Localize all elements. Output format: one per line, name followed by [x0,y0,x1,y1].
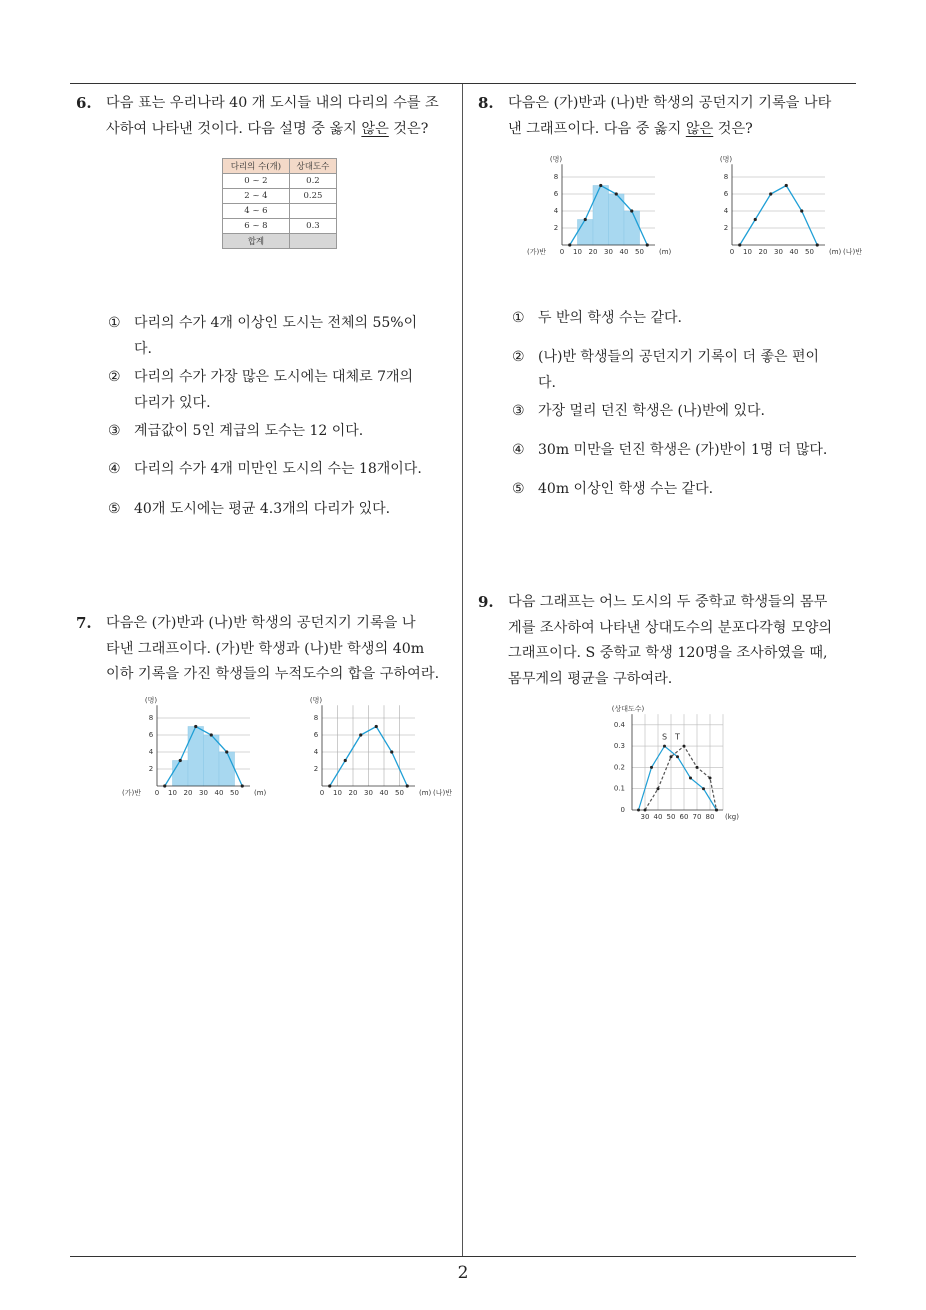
x-tick-label: 50 [395,789,404,797]
data-point [754,218,757,221]
x-tick-label: 10 [573,248,582,256]
data-point [785,184,788,187]
x-tick-label: 30 [604,248,613,256]
class-label: (가)반 [527,248,546,256]
y-tick-label: 4 [723,207,729,215]
choice-number: ① [512,310,525,326]
y-axis-label: (명) [309,696,323,705]
frequency-polygon [740,186,818,246]
x-tick-label: 40 [653,813,663,821]
choice-number: ④ [512,442,525,458]
table-header: 다리의 수(개) [223,159,290,174]
choice-1[interactable] [108,310,458,362]
data-point [800,209,803,212]
data-point [406,784,409,787]
y-tick-label: 6 [553,190,559,198]
choice-text: 40m 이상인 학생 수는 같다. [538,481,714,497]
x-tick-label: 30 [364,789,373,797]
table-row: 6 ~ 8 0.3 [223,219,337,234]
x-tick-label: 0 [319,789,325,797]
data-point [702,787,705,790]
data-point [637,809,640,812]
question-number: 9. [478,593,494,611]
choice-3[interactable] [108,418,458,444]
x-tick-label: 30 [199,789,208,797]
question-text: 다음 표는 우리나라 40 개 도시들 내의 다리의 수를 조 사하여 나타낸 것이다. 다음 설명 중 옳지 않은 것은? [106,95,439,137]
q8-na-class-chart [690,155,862,265]
data-point [709,777,712,780]
y-tick-label: 0 [620,806,625,814]
x-tick-label: 50 [805,248,814,256]
histogram-bar [219,752,235,786]
top-rule [70,83,856,84]
x-tick-label: 30 [640,813,650,821]
data-point [816,243,819,246]
data-point [344,759,347,762]
table-header: 상대도수 [289,159,336,174]
choice-4[interactable] [108,456,458,482]
class-label: (나)반 [843,248,862,256]
y-axis-label: (명) [144,696,158,705]
q8-ga-class-chart [520,155,680,265]
data-point [179,759,182,762]
y-tick-label: 6 [313,731,319,739]
data-point [225,750,228,753]
question-9 [478,590,863,695]
x-tick-label: 0 [154,789,160,797]
y-tick-label: 0.1 [613,784,625,793]
data-point [657,787,660,790]
q7-na-class-chart [280,696,452,806]
x-tick-label: 20 [183,789,193,797]
y-tick-label: 8 [723,173,729,181]
y-tick-label: 2 [313,765,319,773]
y-tick-label: 4 [553,207,559,215]
data-point [328,784,331,787]
histogram-bar [609,194,625,245]
y-tick-label: 4 [148,748,154,756]
x-tick-label: 20 [758,248,768,256]
table-row: 0 ~ 2 0.2 [223,174,337,189]
series-label: S [661,732,668,742]
x-tick-label: 20 [588,248,598,256]
y-axis-label: (상대도수) [611,705,645,714]
choice-text: 다리의 수가 4개 이상인 도시는 전체의 55%이 다. [134,315,418,357]
data-point [663,745,666,748]
choice-4[interactable] [512,437,862,463]
x-tick-label: 20 [348,789,358,797]
data-point [650,766,653,769]
x-tick-label: 10 [333,789,342,797]
y-tick-label: 6 [148,731,154,739]
question-text: 다음은 (가)반과 (나)반 학생의 공던지기 기록을 나타 낸 그래프이다. 다음 중 옳지 않은 것은? [508,95,832,137]
x-tick-label: 40 [619,248,629,256]
y-tick-label: 2 [148,765,154,773]
y-tick-label: 0.2 [613,763,625,772]
y-tick-label: 0.4 [613,720,625,729]
data-point [689,777,692,780]
q9-weight-chart [590,698,790,828]
question-number: 7. [76,614,92,632]
data-point [584,218,587,221]
class-label: (가)반 [122,789,141,797]
x-tick-label: 10 [168,789,177,797]
series-line-T [645,746,717,810]
choice-number: ④ [108,461,121,477]
data-point [375,725,378,728]
data-point [683,745,686,748]
histogram-bar [578,220,594,246]
histogram-bar [173,761,189,787]
frequency-table [222,158,337,249]
question-text: 다음 그래프는 어느 도시의 두 중학교 학생들의 몸무 게를 조사하여 나타낸 상대도수의 분포다각형 모양의 그래프이다. S 중학교 학생 120명을 조사하였을 때, 몸무게의 평균을 구하여라. [508,594,833,687]
question-7 [76,611,456,691]
x-tick-label: 10 [743,248,752,256]
choice-number: ⑤ [108,501,121,517]
x-tick-label: 50 [230,789,239,797]
choice-2[interactable] [512,344,862,396]
choice-number: ③ [108,423,121,439]
x-axis-label: (m) [829,248,842,256]
y-tick-label: 2 [553,224,559,232]
choice-number: ② [512,349,525,365]
data-point [615,192,618,195]
y-tick-label: 0.3 [613,742,625,751]
x-tick-label: 70 [692,813,702,821]
bottom-rule [70,1256,856,1257]
question-text: 다음은 (가)반과 (나)반 학생의 공던지기 기록을 나 타낸 그래프이다. (가)반 학생과 (나)반 학생의 40m 이하 기록을 가진 학생들의 누적도수의 합을 구하여라. [106,615,440,682]
q7-ga-class-chart [115,696,275,806]
series-label: T [675,732,680,742]
x-axis-label: (m) [659,248,672,256]
data-point [646,243,649,246]
column-divider [462,84,463,1256]
x-tick-label: 60 [679,813,689,821]
data-point [696,766,699,769]
x-tick-label: 50 [635,248,644,256]
data-point [241,784,244,787]
question-number: 6. [76,94,92,112]
choice-text: 40개 도시에는 평균 4.3개의 다리가 있다. [134,501,391,517]
x-axis-label: (m) [419,789,432,797]
choice-number: ② [108,369,121,385]
data-point [769,192,772,195]
y-tick-label: 4 [313,748,319,756]
data-point [359,733,362,736]
choice-3[interactable] [512,398,862,424]
x-tick-label: 80 [705,813,715,821]
data-point [630,209,633,212]
choice-number: ⑤ [512,481,525,497]
table-row: 4 ~ 6 [223,204,337,219]
x-tick-label: 0 [729,248,735,256]
data-point [194,725,197,728]
y-axis-label: (명) [549,155,563,164]
choice-text: 다리의 수가 가장 많은 도시에는 대체로 7개의 다리가 있다. [134,369,414,411]
data-point [670,755,673,758]
x-axis-label: (m) [254,789,267,797]
x-tick-label: 0 [559,248,565,256]
choice-text: 가장 멀리 던진 학생은 (나)반에 있다. [538,403,765,419]
table-row: 2 ~ 4 0.25 [223,189,337,204]
x-axis-label: (kg) [725,813,739,821]
x-tick-label: 40 [214,789,224,797]
y-axis-label: (명) [719,155,733,164]
choice-text: 계급값이 5인 계급의 도수는 12 이다. [134,423,364,439]
data-point [568,243,571,246]
table-total-row: 합계 [223,234,337,249]
choice-text: 다리의 수가 4개 미만인 도시의 수는 18개이다. [134,461,422,477]
y-tick-label: 8 [553,173,559,181]
x-tick-label: 30 [774,248,783,256]
choice-number: ① [108,315,121,331]
histogram-bar [593,186,609,246]
data-point [715,809,718,812]
x-tick-label: 40 [789,248,799,256]
data-point [210,733,213,736]
page-number: 2 [457,1263,469,1283]
choice-text: 30m 미만을 던진 학생은 (가)반이 1명 더 많다. [538,442,828,458]
choice-1[interactable] [512,305,862,331]
data-point [163,784,166,787]
data-point [599,184,602,187]
data-point [738,243,741,246]
y-tick-label: 6 [723,190,729,198]
histogram-bar [204,735,220,786]
y-tick-label: 8 [313,714,319,722]
question-8 [478,91,858,151]
data-point [390,750,393,753]
choice-text: (나)반 학생들의 공던지기 기록이 더 좋은 편이 다. [538,349,820,391]
class-label: (나)반 [433,789,452,797]
choice-5[interactable] [108,496,458,522]
choice-5[interactable] [512,476,862,502]
data-point [644,809,647,812]
x-tick-label: 40 [379,789,389,797]
x-tick-label: 50 [666,813,676,821]
histogram-bar [624,211,640,245]
choice-2[interactable] [108,364,458,416]
y-tick-label: 8 [148,714,154,722]
question-6 [76,91,456,151]
choice-number: ③ [512,403,525,419]
data-point [676,755,679,758]
y-tick-label: 2 [723,224,729,232]
choice-text: 두 반의 학생 수는 같다. [538,310,682,326]
histogram-bar [188,727,204,787]
question-number: 8. [478,94,494,112]
